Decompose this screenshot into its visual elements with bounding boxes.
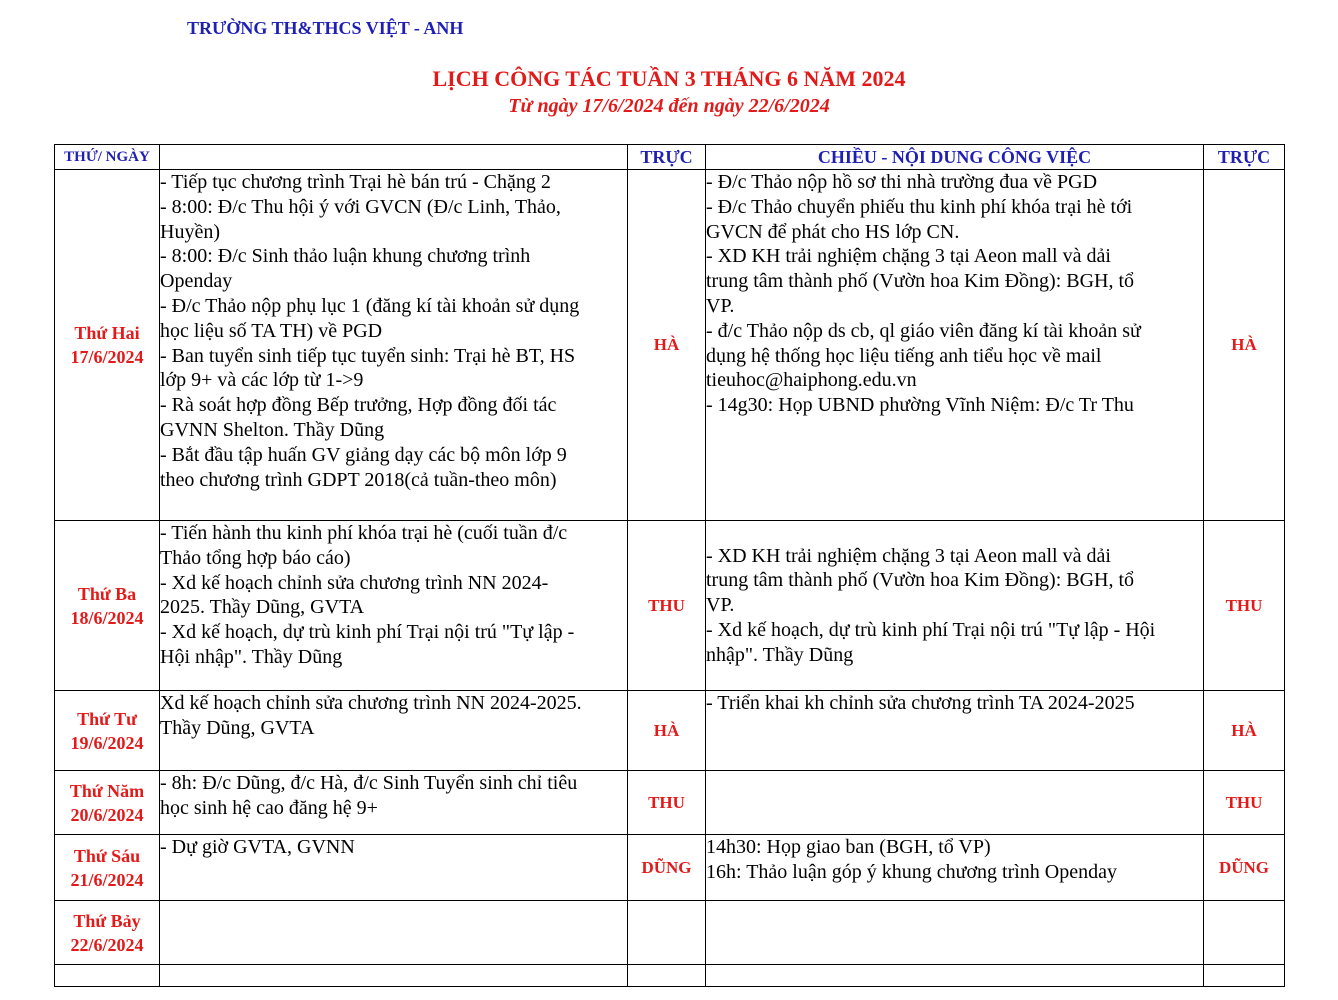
task-line: 2025. Thầy Dũng, GVTA [160, 596, 365, 619]
empty-row [55, 965, 1285, 987]
header-afternoon: CHIỀU - NỘI DUNG CÔNG VIỆC [706, 145, 1204, 170]
task-line: học liệu số TA TH) về PGD [160, 319, 383, 342]
task-line: - Bắt đầu tập huấn GV giảng dạy các bộ môn lớp 9 [160, 443, 567, 466]
day-date: 18/6/2024 [70, 607, 144, 628]
task-line: - Tiến hành thu kinh phí khóa trại hè (cuối tuần đ/c [160, 522, 568, 544]
table-row [55, 691, 1285, 771]
task-line: - Dự giờ GVTA, GVNN [160, 836, 355, 858]
day-cell [55, 170, 160, 521]
school-name: TRƯỜNG TH&THCS VIỆT - ANH [187, 18, 464, 38]
empty-cell [1204, 965, 1285, 987]
day-cell [55, 771, 160, 835]
header-duty-morning: TRỰC [628, 145, 706, 170]
morning-cell [160, 835, 628, 901]
day-name: Thứ Sáu [73, 845, 141, 866]
afternoon-cell [706, 771, 1204, 835]
header-day: THỨ/ NGÀY [55, 145, 160, 170]
task-line: - 14g30: Họp UBND phường Vĩnh Niệm: Đ/c Tr Thu [706, 394, 1134, 417]
header-morning [160, 145, 628, 170]
table-row [55, 170, 1285, 521]
schedule-date-range: Từ ngày 17/6/2024 đến ngày 22/6/2024 [508, 95, 830, 117]
day-name: Thứ Bảy [73, 910, 141, 931]
afternoon-cell [706, 901, 1204, 965]
table-row [55, 771, 1285, 835]
task-line: - Đ/c Thảo nộp phụ lục 1 (đăng kí tài khoản sử dụng [160, 294, 580, 317]
day-name: Thứ Năm [69, 780, 145, 801]
table-row [55, 521, 1285, 691]
task-line: GVCN để phát cho HS lớp CN. [706, 220, 960, 243]
schedule-title: LỊCH CÔNG TÁC TUẦN 3 THÁNG 6 NĂM 2024 [432, 66, 906, 91]
task-line: học sinh hệ cao đăng hệ 9+ [160, 796, 378, 819]
day-date: 17/6/2024 [70, 347, 144, 367]
day-date: 20/6/2024 [70, 804, 144, 825]
day-date: 21/6/2024 [70, 869, 144, 890]
task-line: Thảo tổng hợp báo cáo) [160, 546, 351, 569]
empty-cell [706, 965, 1204, 987]
duty-afternoon: THU [1204, 521, 1285, 691]
task-line: Thầy Dũng, GVTA [160, 716, 315, 739]
duty-morning: HÀ [628, 691, 706, 771]
duty-afternoon: HÀ [1204, 691, 1285, 771]
task-line: - 8:00: Đ/c Sinh thảo luận khung chương trình [160, 245, 531, 268]
day-name: Thứ Ba [77, 583, 137, 604]
task-line: dụng hệ thống học liệu tiếng anh tiểu học về mail [706, 344, 1102, 367]
task-line: - 8:00: Đ/c Thu hội ý với GVCN (Đ/c Linh, Thảo, [160, 195, 561, 218]
header-row [55, 145, 1285, 170]
task-line: - Tiếp tục chương trình Trại hè bán trú - Chặng 2 [160, 171, 551, 193]
empty-cell [160, 965, 628, 987]
schedule-table [54, 144, 1285, 987]
task-line: GVNN Shelton. Thầy Dũng [160, 418, 385, 441]
table-row [55, 835, 1285, 901]
task-line: lớp 9+ và các lớp từ 1->9 [160, 369, 364, 392]
day-name: Thứ Hai [74, 323, 140, 343]
task-line: - Ban tuyển sinh tiếp tục tuyển sinh: Trại hè BT, HS [160, 344, 576, 367]
day-cell [55, 901, 160, 965]
duty-morning: DŨNG [628, 835, 706, 901]
day-date: 22/6/2024 [70, 934, 144, 955]
duty-afternoon: THU [1204, 771, 1285, 835]
task-line: - Xd kế hoạch chỉnh sửa chương trình NN 2024- [160, 571, 549, 594]
task-line: 16h: Thảo luận góp ý khung chương trình Openday [706, 860, 1117, 883]
task-line: - XD KH trải nghiệm chặng 3 tại Aeon mall và dải [706, 245, 1111, 268]
task-line: - XD KH trải nghiệm chặng 3 tại Aeon mall và dải [706, 544, 1111, 567]
task-line: - 8h: Đ/c Dũng, đ/c Hà, đ/c Sinh Tuyển sinh chỉ tiêu [160, 772, 578, 794]
morning-cell [160, 170, 628, 521]
morning-cell [160, 771, 628, 835]
task-line: trung tâm thành phố (Vườn hoa Kim Đồng): BGH, tổ [706, 270, 1135, 293]
duty-morning [628, 901, 706, 965]
task-line: Xd kế hoạch chỉnh sửa chương trình NN 2024-2025. [160, 692, 582, 714]
task-line: - đ/c Thảo nộp ds cb, ql giáo viên đăng kí tài khoản sử [706, 319, 1141, 342]
day-cell [55, 521, 160, 691]
task-line: - Triển khai kh chỉnh sửa chương trình TA 2024-2025 [706, 692, 1135, 714]
task-line: VP. [706, 294, 735, 317]
duty-afternoon: DŨNG [1204, 835, 1285, 901]
task-line: - Đ/c Thảo chuyển phiếu thu kinh phí khóa trại hè tới [706, 195, 1133, 218]
task-line: theo chương trình GDPT 2018(cả tuần-theo môn) [160, 468, 557, 491]
duty-morning: THU [628, 521, 706, 691]
task-line: Hội nhập". Thầy Dũng [160, 645, 343, 668]
duty-morning: HÀ [628, 170, 706, 521]
day-cell [55, 691, 160, 771]
task-line: Huyền) [160, 220, 220, 243]
task-line: - Xd kế hoạch, dự trù kinh phí Trại nội trú "Tự lập - [160, 621, 575, 644]
afternoon-cell [706, 521, 1204, 691]
table-row [55, 901, 1285, 965]
task-line: VP. [706, 594, 735, 617]
morning-cell [160, 691, 628, 771]
afternoon-cell [706, 835, 1204, 901]
duty-afternoon: HÀ [1204, 170, 1285, 521]
duty-afternoon [1204, 901, 1285, 965]
task-line: nhập". Thầy Dũng [706, 643, 854, 666]
task-line: 14h30: Họp giao ban (BGH, tổ VP) [706, 836, 991, 858]
task-line: Openday [160, 270, 233, 293]
task-line: - Xd kế hoạch, dự trù kinh phí Trại nội trú "Tự lập - Hội [706, 618, 1156, 641]
morning-cell [160, 901, 628, 965]
afternoon-cell [706, 170, 1204, 521]
task-line: tieuhoc@haiphong.edu.vn [706, 369, 917, 392]
task-line: - Đ/c Thảo nộp hồ sơ thi nhà trường đua về PGD [706, 171, 1098, 193]
task-line: - Rà soát hợp đồng Bếp trưởng, Hợp đồng đối tác [160, 394, 557, 417]
day-date: 19/6/2024 [70, 732, 144, 753]
afternoon-cell [706, 691, 1204, 771]
day-cell [55, 835, 160, 901]
empty-cell [628, 965, 706, 987]
header-duty-afternoon: TRỰC [1204, 145, 1285, 170]
task-line: trung tâm thành phố (Vườn hoa Kim Đồng): BGH, tổ [706, 569, 1135, 592]
morning-cell [160, 521, 628, 691]
day-name: Thứ Tư [77, 708, 137, 729]
empty-cell [55, 965, 160, 987]
duty-morning: THU [628, 771, 706, 835]
